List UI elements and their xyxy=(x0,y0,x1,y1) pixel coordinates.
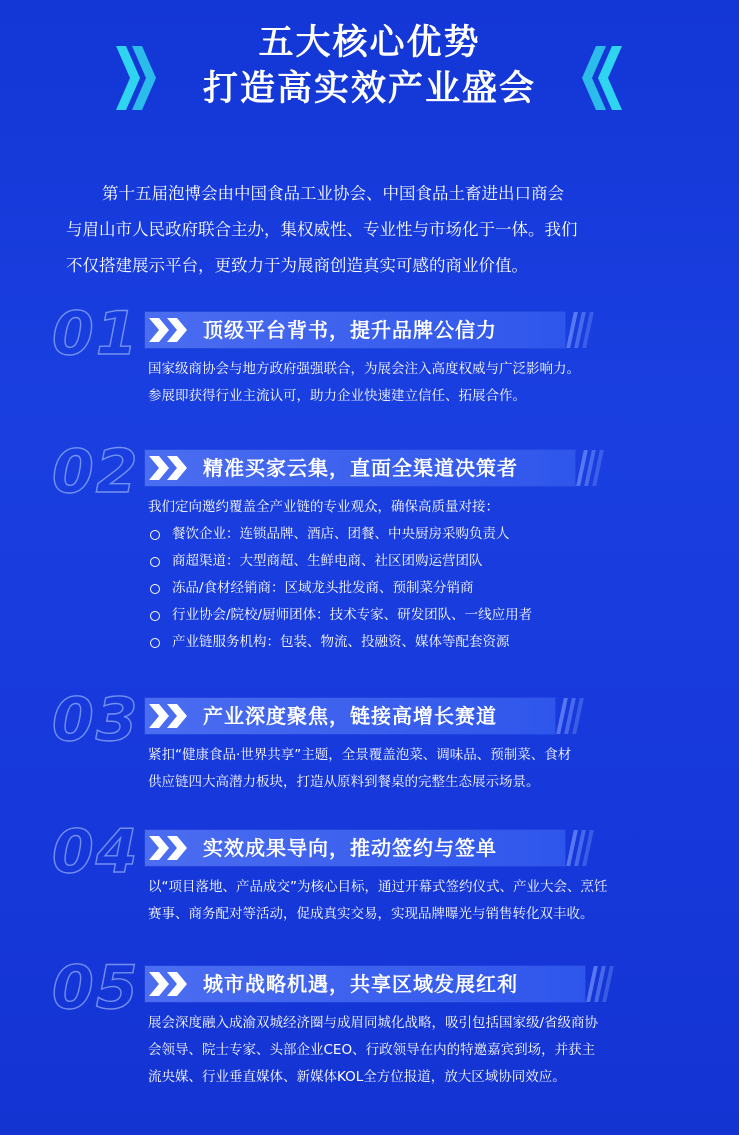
section-title: 顶级平台背书，提升品牌公信力 xyxy=(203,318,497,342)
body-line: 流央媒、行业垂直媒体、新媒体KOL全方位报道，放大区域协同效应。 xyxy=(148,1069,566,1085)
section-number: 03 xyxy=(52,685,140,755)
stripe-decoration xyxy=(560,698,584,734)
double-arrow-icon xyxy=(147,834,191,862)
section-body xyxy=(148,1010,708,1091)
body-line: 以“项目落地、产品成交”为核心目标，通过开幕式签约仪式、产业大会、烹饪 xyxy=(148,879,608,895)
section-body xyxy=(148,742,708,796)
section-title-bar xyxy=(145,450,575,486)
section-body xyxy=(148,494,708,656)
list-item: 商超渠道：大型商超、生鲜电商、社区团购运营团队 xyxy=(148,548,708,575)
double-chevron-right-icon xyxy=(110,38,160,118)
stripe-decoration xyxy=(580,450,604,486)
list-item: 冻品/食材经销商：区域龙头批发商、预制菜分销商 xyxy=(148,575,708,602)
stripe-decoration xyxy=(570,830,594,866)
section-title: 城市战略机遇，共享区域发展红利 xyxy=(203,972,518,996)
section-title-bar xyxy=(145,966,585,1002)
body-line: 会领导、院士专家、头部企业CEO、行政领导在内的特邀嘉宾到场，并获主 xyxy=(148,1042,596,1058)
intro-line: 与眉山市人民政府联合主办，集权威性、专业性与市场化于一体。我们 xyxy=(66,220,578,239)
list-item: 产业链服务机构：包装、物流、投融资、媒体等配套资源 xyxy=(148,629,708,656)
page-subtitle: 打造高实效产业盛会 xyxy=(202,69,536,109)
page-title: 五大核心优势 xyxy=(258,23,481,63)
double-arrow-icon xyxy=(147,316,191,344)
section-number: 04 xyxy=(52,817,140,887)
intro-line: 不仅搭建展示平台，更致力于为展商创造真实可感的商业价值。 xyxy=(66,256,528,275)
section-number: 02 xyxy=(52,437,140,507)
section-number: 01 xyxy=(52,299,140,369)
double-arrow-icon xyxy=(147,702,191,730)
section-number: 05 xyxy=(52,953,140,1023)
body-line: 供应链四大高潜力板块，打造从原料到餐桌的完整生态展示场景。 xyxy=(148,774,540,790)
body-line: 赛事、商务配对等活动，促成真实交易，实现品牌曝光与销售转化双丰收。 xyxy=(148,906,594,922)
section-title-bar xyxy=(145,698,555,734)
section-title: 精准买家云集，直面全渠道决策者 xyxy=(203,456,518,480)
section-body xyxy=(148,874,708,928)
list-item: 行业协会/院校/厨师团体：技术专家、研发团队、一线应用者 xyxy=(148,602,708,629)
list-item: 餐饮企业：连锁品牌、酒店、团餐、中央厨房采购负责人 xyxy=(148,521,708,548)
body-line: 展会深度融入成渝双城经济圈与成眉同城化战略，吸引包括国家级/省级商协 xyxy=(148,1015,599,1031)
header xyxy=(0,20,739,112)
stripe-decoration xyxy=(590,966,614,1002)
intro-paragraph xyxy=(66,176,686,284)
body-line: 我们定向邀约覆盖全产业链的专业观众，确保高质量对接： xyxy=(148,499,499,515)
body-line: 紧扣“健康食品·世界共享”主题，全景覆盖泡菜、调味品、预制菜、食材 xyxy=(148,747,572,763)
double-chevron-left-icon xyxy=(578,38,628,118)
section-body xyxy=(148,356,708,410)
section-title-bar xyxy=(145,312,565,348)
section-title: 实效成果导向，推动签约与签单 xyxy=(203,836,497,860)
section-title: 产业深度聚焦，链接高增长赛道 xyxy=(203,704,497,728)
double-arrow-icon xyxy=(147,970,191,998)
intro-line: 第十五届泡博会由中国食品工业协会、中国食品土畜进出口商会 xyxy=(102,184,564,203)
section-title-bar xyxy=(145,830,565,866)
double-arrow-icon xyxy=(147,454,191,482)
buyer-list xyxy=(148,521,708,656)
stripe-decoration xyxy=(570,312,594,348)
body-line: 国家级商协会与地方政府强强联合，为展会注入高度权威与广泛影响力。 xyxy=(148,361,580,377)
body-line: 参展即获得行业主流认可，助力企业快速建立信任、拓展合作。 xyxy=(148,388,526,404)
